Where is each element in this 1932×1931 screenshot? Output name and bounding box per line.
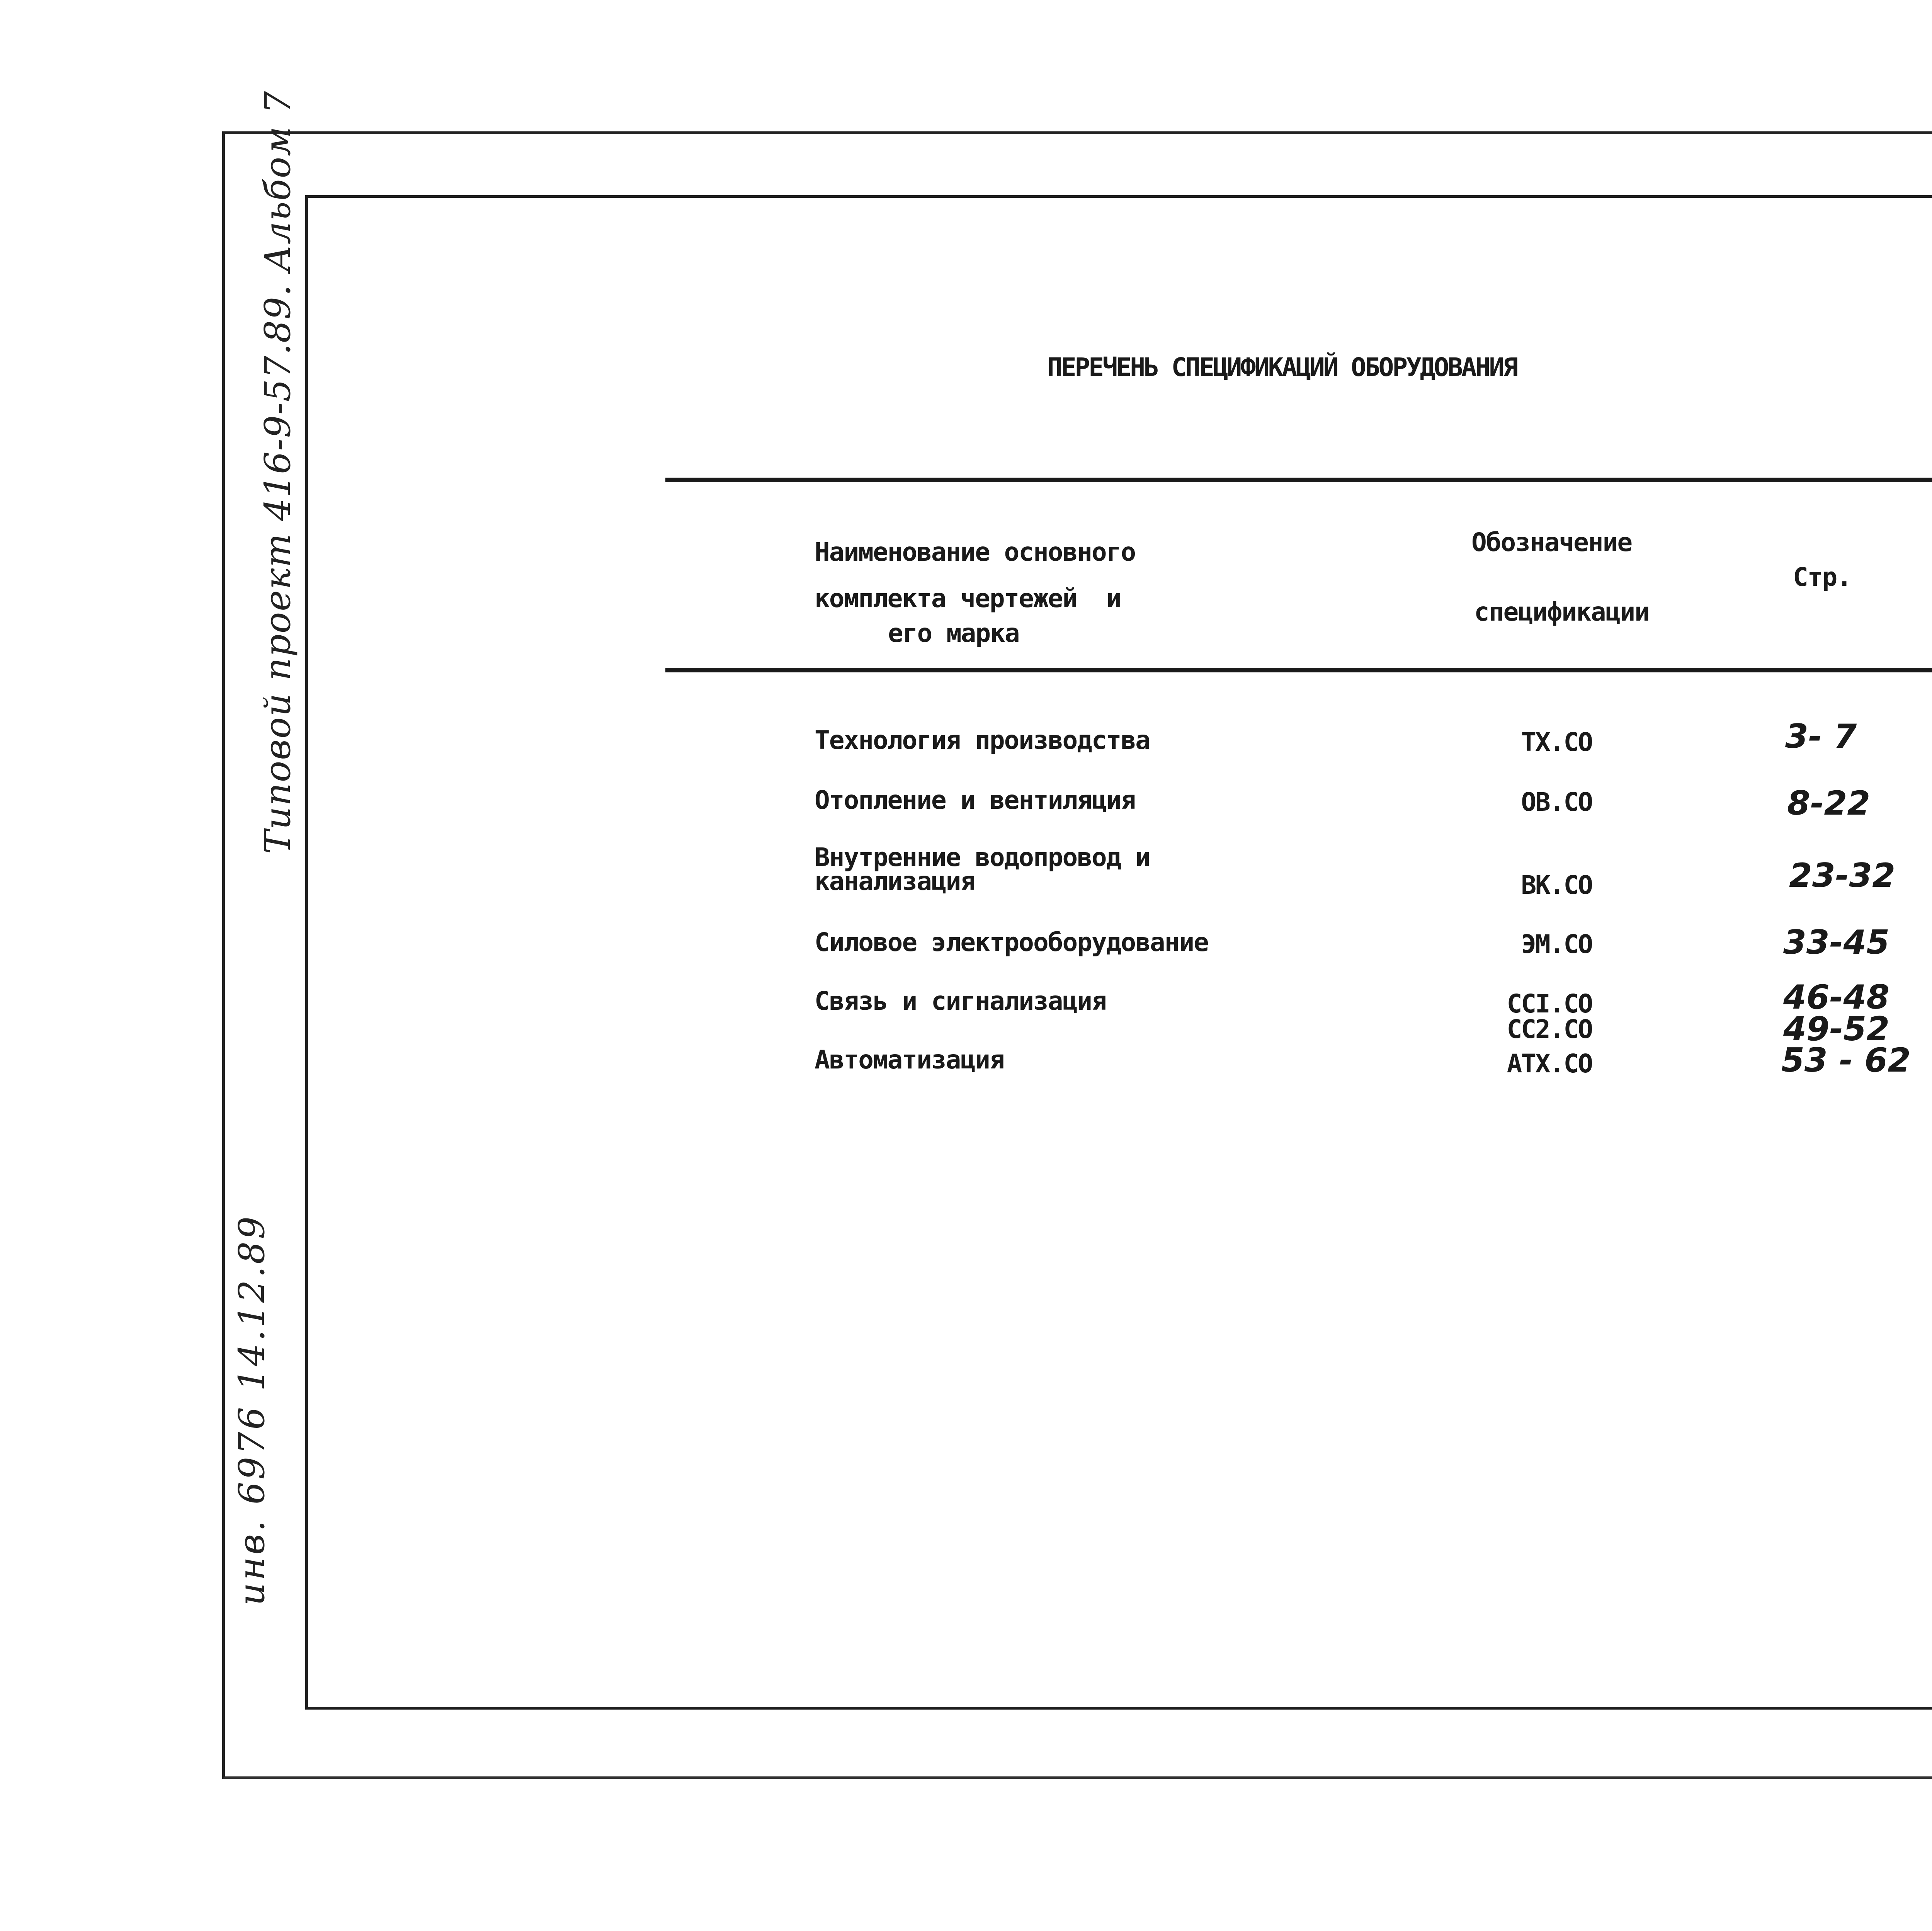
row-pages: 46-48 49-52: [1783, 978, 1890, 1048]
row-code: ЭМ.СО: [1521, 929, 1592, 959]
page-title: ПЕРЕЧЕНЬ СПЕЦИФИКАЦИЙ ОБОРУДОВАНИЯ: [1047, 352, 1517, 382]
row-pages: 33-45: [1783, 923, 1890, 962]
table-header-rule: [665, 668, 1932, 672]
row-name: Связь и сигнализация: [815, 986, 1106, 1016]
row-name: Внутренние водопровод и канализация: [815, 842, 1150, 896]
row-code: ОВ.СО: [1521, 787, 1592, 817]
table-top-rule: [665, 478, 1932, 482]
row-code: ТХ.СО: [1521, 727, 1592, 757]
row-code: ССI.СО СС2.СО: [1507, 989, 1592, 1044]
side-inventory-stamp: инв. 6976 14.12.89: [231, 1214, 272, 1606]
header-code-line-1: Обозначение: [1471, 527, 1632, 557]
header-page: Стр.: [1793, 562, 1851, 592]
row-pages: 8-22: [1787, 784, 1871, 823]
row-name: Технология производства: [815, 725, 1150, 755]
side-project-stamp: Типовой проект 416-9-57.89. Альбом 7: [257, 90, 298, 854]
row-pages: 53 - 62: [1781, 1041, 1911, 1080]
row-name: Отопление и вентиляция: [815, 785, 1136, 815]
header-name-line-3: его марка: [888, 618, 1019, 648]
row-pages: 3- 7: [1785, 717, 1857, 756]
header-name-line-2: комплекта чертежей и: [815, 584, 1121, 613]
header-code-line-2: спецификации: [1474, 597, 1649, 627]
row-code: ВК.СО: [1521, 870, 1592, 900]
row-code: АТХ.СО: [1507, 1049, 1592, 1079]
row-name: Силовое электрооборудование: [815, 927, 1208, 957]
row-name: Автоматизация: [815, 1045, 1004, 1075]
row-pages: 23-32: [1789, 856, 1896, 895]
header-name-line-1: Наименование основного: [815, 537, 1136, 567]
